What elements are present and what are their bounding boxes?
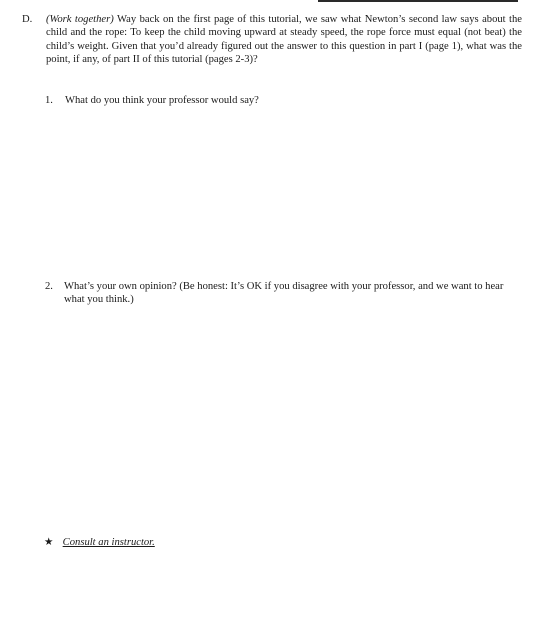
section-label: D. — [22, 14, 33, 25]
question-2 — [45, 280, 525, 307]
section-d-text — [46, 13, 522, 67]
question-text: What’s your own opinion? (Be honest: It’s OK if you disagree with your professor, and we want to hear what you think.) — [64, 281, 504, 306]
question-number: 1. — [45, 95, 53, 106]
consult-instructor — [44, 536, 155, 549]
star-icon: ★ — [44, 537, 54, 548]
consult-instructor-text: Consult an instructor. — [62, 537, 155, 548]
question-1 — [45, 94, 505, 107]
question-number: 2. — [45, 281, 53, 292]
question-text: What do you think your professor would say? — [65, 95, 259, 106]
work-together-label: (Work together) — [46, 14, 114, 25]
section-d — [22, 13, 522, 67]
top-rule — [318, 0, 518, 2]
section-d-body: Way back on the first page of this tutorial, we saw what Newton’s second law says about the child and the rope: To keep the child moving upward at steady speed, the rope force must equal (not beat) the child’s weight. Given that you’d already figured out the answer to this question in part I (page 1), what was the point, if any, of part II of this tutorial (pages 2-3)? — [46, 14, 522, 66]
